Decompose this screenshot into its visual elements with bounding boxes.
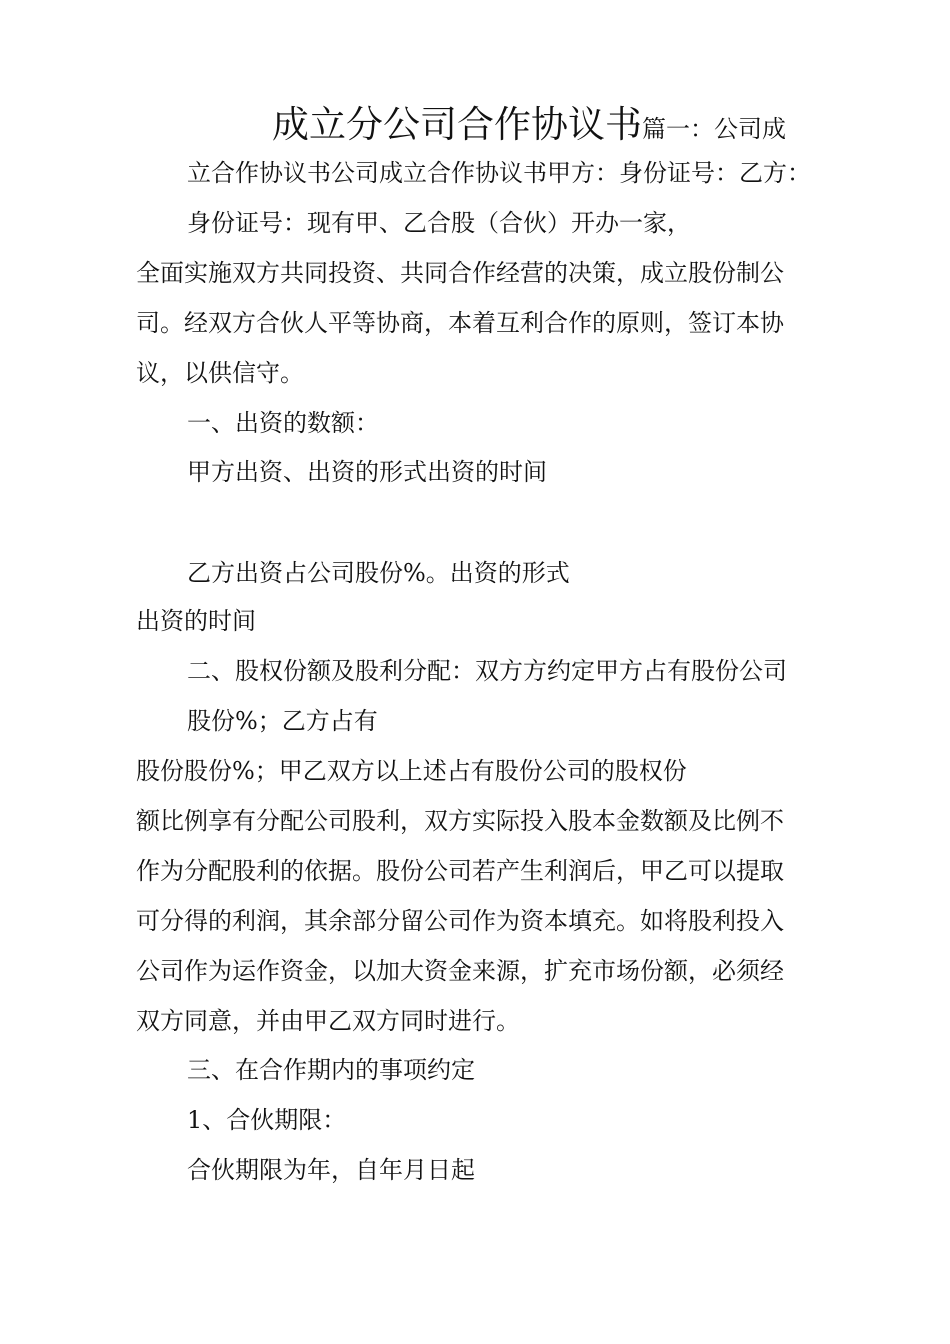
text-line: 公司作为运作资金，以加大资金来源，扩充市场份额，必须经: [136, 957, 784, 985]
section-heading: 三、在合作期内的事项约定: [187, 1056, 475, 1084]
text-line: 股份股份%；甲乙双方以上述占有股份公司的股权份: [136, 757, 687, 785]
text-line: 议，以供信守。: [136, 359, 304, 387]
section-heading: 一、出资的数额：: [187, 409, 379, 437]
text-line: 可分得的利润，其余部分留公司作为资本填充。如将股利投入: [136, 907, 784, 935]
text-line: 出资的时间: [136, 607, 256, 635]
text-line: 甲方出资、出资的形式出资的时间: [187, 458, 547, 486]
text-line: 1、合伙期限：: [187, 1106, 347, 1134]
text-line: 乙方出资占公司股份%。出资的形式: [187, 559, 570, 587]
text-line: 司。经双方合伙人平等协商，本着互利合作的原则，签订本协: [136, 309, 784, 337]
text-line: 身份证号：现有甲、乙合股（合伙）开办一家，: [187, 209, 691, 237]
text-line: 双方同意，并由甲乙双方同时进行。: [136, 1007, 520, 1035]
section-heading: 二、股权份额及股利分配：双方方约定甲方占有股份公司: [187, 657, 787, 685]
title-main: 成立分公司合作协议书: [272, 103, 642, 146]
text-line: 合伙期限为年，自年月日起: [187, 1156, 475, 1184]
text-line: 作为分配股利的依据。股份公司若产生利润后，甲乙可以提取: [136, 857, 784, 885]
text-line: 立合作协议书公司成立合作协议书甲方：身份证号：乙方：: [187, 159, 811, 187]
text-line: 全面实施双方共同投资、共同合作经营的决策，成立股份制公: [136, 259, 784, 287]
text-line: 股份%；乙方占有: [187, 707, 378, 735]
document-title: [272, 94, 786, 148]
title-tail: 篇一：公司成: [642, 115, 786, 143]
text-line: 额比例享有分配公司股利，双方实际投入股本金数额及比例不: [136, 807, 784, 835]
